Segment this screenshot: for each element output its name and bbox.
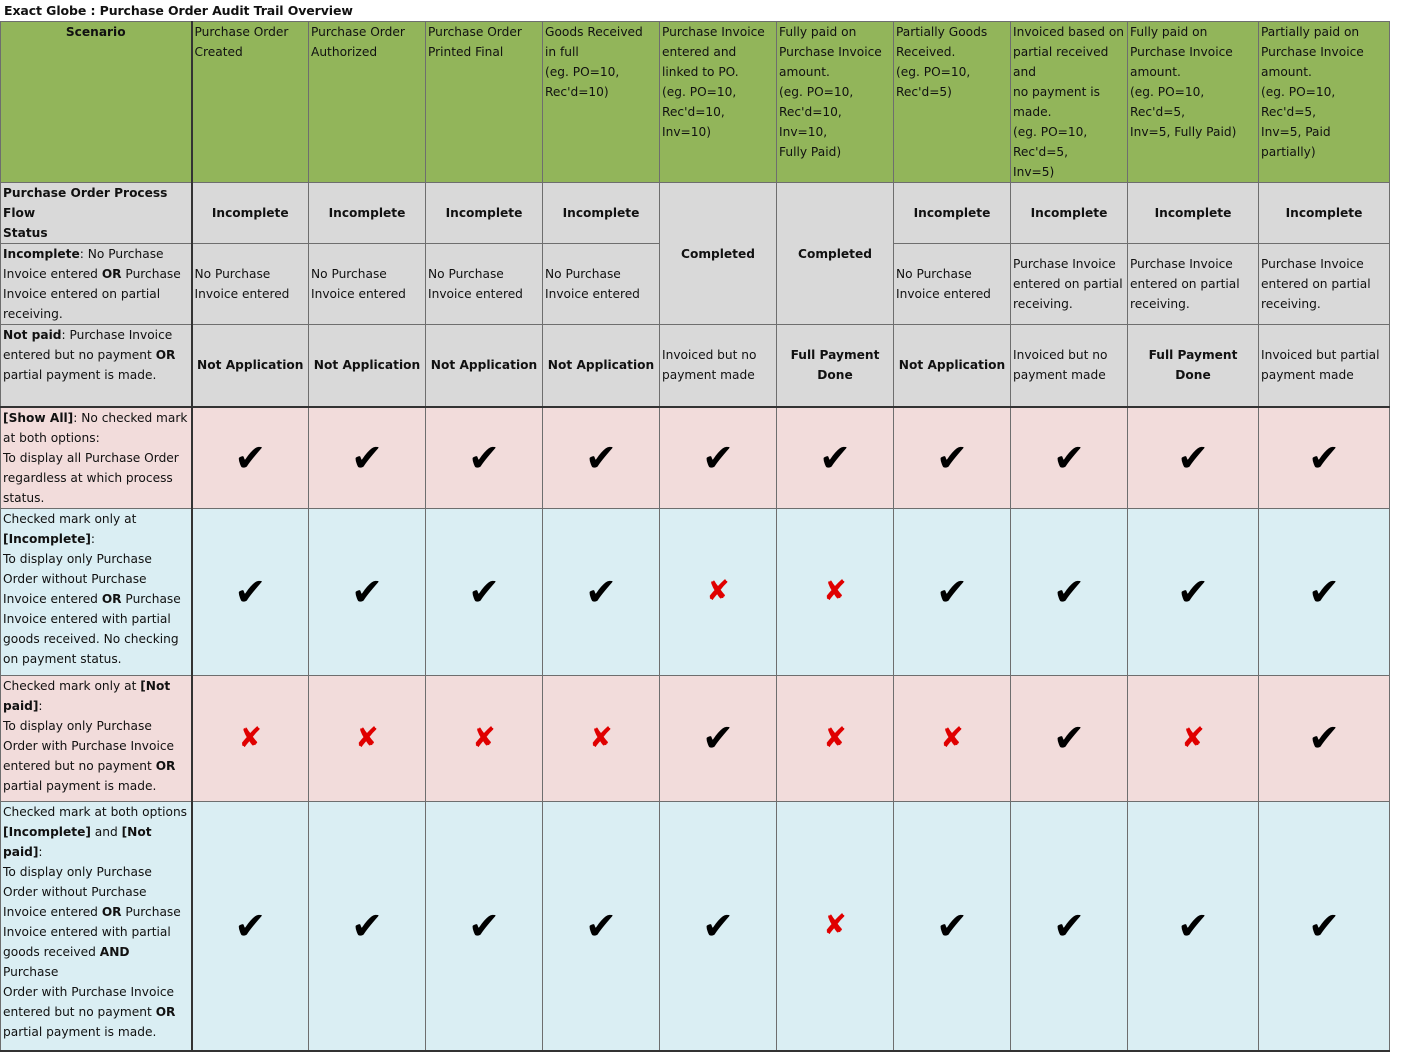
- status-cell: Incomplete: [543, 183, 660, 244]
- mark-cell: [777, 508, 894, 675]
- check-icon: ✔: [351, 569, 383, 614]
- check-icon: ✔: [234, 569, 267, 614]
- check-icon: ✔: [1053, 903, 1085, 948]
- col-header-po-authorized: Purchase Order Authorized: [309, 22, 426, 183]
- header-row: [1, 22, 1390, 183]
- check-icon: ✔: [585, 569, 617, 614]
- status-cell: Completed: [660, 183, 777, 325]
- payment-cell: Not Application: [426, 325, 543, 407]
- mark-cell: [1259, 675, 1390, 801]
- cross-icon: ✘: [355, 720, 379, 754]
- check-icon: ✔: [1053, 716, 1085, 760]
- cross-icon: ✘: [706, 574, 730, 607]
- mark-cell: [192, 407, 309, 509]
- status-cell: Incomplete: [426, 183, 543, 244]
- mark-cell: [543, 407, 660, 509]
- filter-label-not-paid: Checked mark only at [Not paid]: To display only Purchase Order with Purchase Invoice entered but no payment OR partial payment is made.: [1, 675, 192, 801]
- mark-cell: [777, 407, 894, 509]
- payment-cell: Not Application: [543, 325, 660, 407]
- status-cell: Incomplete: [192, 183, 309, 244]
- check-icon: ✔: [936, 903, 968, 948]
- status-cell: Incomplete: [309, 183, 426, 244]
- mark-cell: [543, 675, 660, 801]
- cross-icon: ✘: [823, 720, 847, 754]
- col-header-partial-goods: Partially Goods Received. (eg. PO=10, Rec'd=5): [894, 22, 1011, 183]
- mark-cell: [894, 508, 1011, 675]
- filter-row-incomplete: [1, 508, 1390, 675]
- check-icon: ✔: [1053, 569, 1085, 614]
- cross-icon: ✘: [238, 720, 262, 754]
- filter-row-show-all: [1, 407, 1390, 509]
- mark-cell: [192, 508, 309, 675]
- cross-icon: ✘: [589, 720, 613, 754]
- notpaid-definition-row: [1, 325, 1390, 407]
- mark-cell: [426, 508, 543, 675]
- check-icon: ✔: [1177, 569, 1209, 614]
- detail-cell: No Purchase Invoice entered: [309, 244, 426, 325]
- detail-cell: No Purchase Invoice entered: [894, 244, 1011, 325]
- check-icon: ✔: [468, 903, 500, 948]
- mark-cell: [660, 508, 777, 675]
- check-icon: ✔: [585, 435, 617, 480]
- detail-cell: Purchase Invoice entered on partial receiving.: [1259, 244, 1390, 325]
- cross-icon: ✘: [823, 908, 847, 942]
- col-header-invoice-linked: Purchase Invoice entered and linked to PO. (eg. PO=10, Rec'd=10, Inv=10): [660, 22, 777, 183]
- col-header-partially-paid: Partially paid on Purchase Invoice amount. (eg. PO=10, Rec'd=5, Inv=5, Paid partially): [1259, 22, 1390, 183]
- mark-cell: [543, 508, 660, 675]
- mark-cell: [894, 407, 1011, 509]
- cross-icon: ✘: [472, 720, 496, 754]
- mark-cell: [1011, 675, 1128, 801]
- filter-label-both: Checked mark at both options [Incomplete] and [Not paid]: To display only Purchase Order without Purchase Invoice entered OR Purchase Invoice entered with partial goods received AND Purchase Order with Purchase Invoice entered but no payment OR partial payment is made.: [1, 801, 192, 1051]
- col-header-fully-paid-partial: Fully paid on Purchase Invoice amount. (eg. PO=10, Rec'd=5, Inv=5, Fully Paid): [1128, 22, 1259, 183]
- mark-cell: [1011, 407, 1128, 509]
- status-cell: Incomplete: [894, 183, 1011, 244]
- check-icon: ✔: [702, 716, 734, 760]
- mark-cell: [309, 508, 426, 675]
- check-icon: ✔: [585, 903, 617, 948]
- check-icon: ✔: [468, 569, 500, 614]
- mark-cell: [894, 675, 1011, 801]
- check-icon: ✔: [234, 435, 267, 480]
- check-icon: ✔: [234, 903, 267, 948]
- mark-cell: [777, 675, 894, 801]
- mark-cell: [660, 801, 777, 1051]
- scenario-header: Scenario: [1, 22, 192, 183]
- status-cell: Incomplete: [1259, 183, 1390, 244]
- cross-icon: ✘: [823, 574, 847, 607]
- check-icon: ✔: [1308, 569, 1340, 614]
- mark-cell: [894, 801, 1011, 1051]
- check-icon: ✔: [702, 435, 734, 480]
- mark-cell: [426, 407, 543, 509]
- filter-label-incomplete: Checked mark only at [Incomplete]: To display only Purchase Order without Purchase Invoice entered OR Purchase Invoice entered with partial goods received. No checking on payment status.: [1, 508, 192, 675]
- check-icon: ✔: [702, 903, 734, 948]
- flow-status-label: Purchase Order Process Flow Status: [1, 183, 192, 244]
- payment-cell: Full Payment Done: [777, 325, 894, 407]
- payment-cell: Not Application: [192, 325, 309, 407]
- mark-cell: [192, 801, 309, 1051]
- payment-cell: Not Application: [894, 325, 1011, 407]
- mark-cell: [192, 675, 309, 801]
- status-cell: Completed: [777, 183, 894, 325]
- check-icon: ✔: [1177, 435, 1209, 480]
- col-header-po-created: Purchase Order Created: [192, 22, 309, 183]
- mark-cell: [543, 801, 660, 1051]
- mark-cell: [309, 801, 426, 1051]
- audit-trail-table: [0, 21, 1390, 1052]
- check-icon: ✔: [1053, 435, 1085, 480]
- mark-cell: [426, 801, 543, 1051]
- check-icon: ✔: [351, 435, 383, 480]
- sheet-title: Exact Globe : Purchase Order Audit Trail Overview: [4, 3, 353, 18]
- payment-cell: Full Payment Done: [1128, 325, 1259, 407]
- filter-label-show-all: [Show All]: No checked mark at both options: To display all Purchase Order regardless at which process status.: [1, 407, 192, 509]
- status-cell: Incomplete: [1128, 183, 1259, 244]
- payment-cell: Invoiced but no payment made: [1011, 325, 1128, 407]
- col-header-fully-paid: Fully paid on Purchase Invoice amount. (eg. PO=10, Rec'd=10, Inv=10, Fully Paid): [777, 22, 894, 183]
- payment-cell: Invoiced but partial payment made: [1259, 325, 1390, 407]
- check-icon: ✔: [468, 435, 500, 480]
- check-icon: ✔: [1308, 716, 1340, 760]
- mark-cell: [1259, 508, 1390, 675]
- mark-cell: [426, 675, 543, 801]
- check-icon: ✔: [351, 903, 383, 948]
- mark-cell: [1128, 407, 1259, 509]
- mark-cell: [309, 407, 426, 509]
- cross-icon: ✘: [1181, 720, 1205, 754]
- mark-cell: [1011, 508, 1128, 675]
- col-header-po-printed: Purchase Order Printed Final: [426, 22, 543, 183]
- filter-row-both: [1, 801, 1390, 1051]
- check-icon: ✔: [1308, 903, 1340, 948]
- mark-cell: [1128, 675, 1259, 801]
- col-header-invoiced-partial: Invoiced based on partial received and no payment is made. (eg. PO=10, Rec'd=5, Inv=5): [1011, 22, 1128, 183]
- mark-cell: [1128, 801, 1259, 1051]
- detail-cell: Purchase Invoice entered on partial receiving.: [1128, 244, 1259, 325]
- mark-cell: [660, 675, 777, 801]
- notpaid-definition-label: Not paid: Purchase Invoice entered but no payment OR partial payment is made.: [1, 325, 192, 407]
- mark-cell: [777, 801, 894, 1051]
- payment-cell: Invoiced but no payment made: [660, 325, 777, 407]
- mark-cell: [1259, 801, 1390, 1051]
- check-icon: ✔: [936, 435, 968, 480]
- col-header-goods-received-full: Goods Received in full (eg. PO=10, Rec'd=10): [543, 22, 660, 183]
- check-icon: ✔: [1308, 435, 1340, 480]
- detail-cell: Purchase Invoice entered on partial receiving.: [1011, 244, 1128, 325]
- check-icon: ✔: [936, 569, 968, 614]
- mark-cell: [660, 407, 777, 509]
- filter-row-not-paid: [1, 675, 1390, 801]
- cross-icon: ✘: [940, 720, 964, 754]
- payment-cell: Not Application: [309, 325, 426, 407]
- check-icon: ✔: [819, 435, 851, 480]
- mark-cell: [1128, 508, 1259, 675]
- flow-status-row: [1, 183, 1390, 244]
- incomplete-definition-label: Incomplete: No Purchase Invoice entered OR Purchase Invoice entered on partial receiving.: [1, 244, 192, 325]
- detail-cell: No Purchase Invoice entered: [426, 244, 543, 325]
- check-icon: ✔: [1177, 903, 1209, 948]
- mark-cell: [1259, 407, 1390, 509]
- mark-cell: [1011, 801, 1128, 1051]
- status-cell: Incomplete: [1011, 183, 1128, 244]
- detail-cell: No Purchase Invoice entered: [192, 244, 309, 325]
- detail-cell: No Purchase Invoice entered: [543, 244, 660, 325]
- mark-cell: [309, 675, 426, 801]
